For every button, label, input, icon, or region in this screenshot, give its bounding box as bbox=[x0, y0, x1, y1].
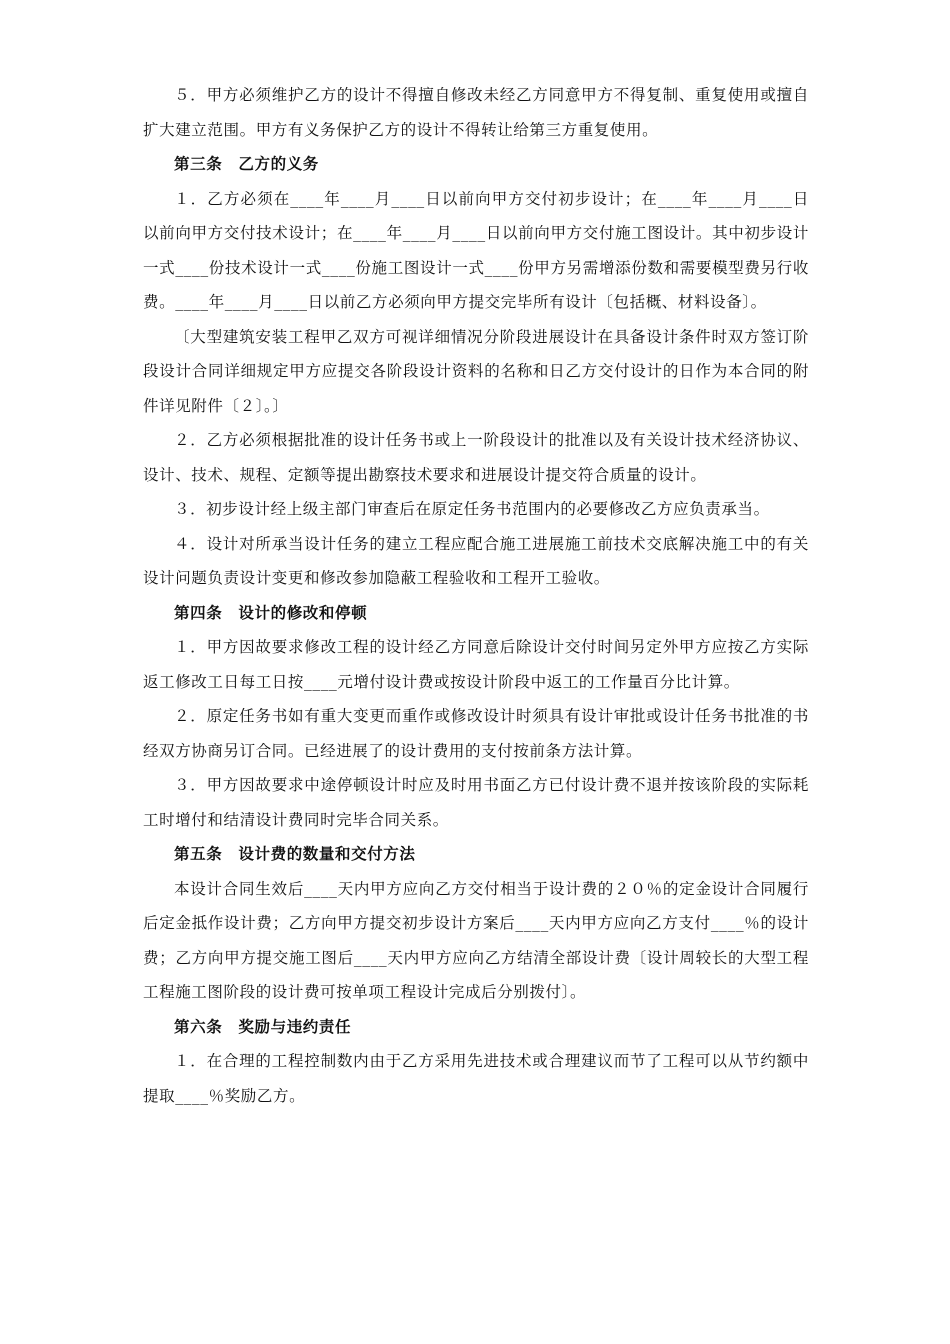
article-5-body: 本设计合同生效后____天内甲方应向乙方交付相当于设计费的２０％的定金设计合同履行后定金抵作设计费；乙方向甲方提交初步设计方案后____天内甲方应向乙方支付____％的设计费；乙方向甲方提交施工图后____天内甲方应向乙方结清全部设计费〔设计周较长的大型工程工程施工图阶段的设计费可按单项工程设计完成后分别拨付〕。 bbox=[143, 879, 809, 1001]
article-5-heading: 第五条 设计费的数量和交付方法 bbox=[174, 845, 416, 863]
article-3-item-4: ４．设计对所承当设计任务的建立工程应配合施工进展施工前技术交底解决施工中的有关设计问题负责设计变更和修改参加隐蔽工程验收和工程开工验收。 bbox=[143, 534, 809, 587]
article-4-item-3: ３．甲方因故要求中途停顿设计时应及时用书面乙方已付设计费不退并按该阶段的实际耗工时增付和结清设计费同时完毕合同关系。 bbox=[143, 776, 809, 829]
document-page bbox=[143, 78, 809, 1113]
clause-2-item-5: ５．甲方必须维护乙方的设计不得擅自修改未经乙方同意甲方不得复制、重复使用或擅自扩大建立范围。甲方有义务保护乙方的设计不得转让给第三方重复使用。 bbox=[143, 86, 809, 139]
article-4-heading: 第四条 设计的修改和停顿 bbox=[174, 603, 368, 622]
article-3-item-1: １．乙方必须在____年____月____日以前向甲方交付初步设计；在____年____月____日以前向甲方交付技术设计；在____年____月____日以前向甲方交付施工图设计。其中初步设计一式____份技术设计一式____份施工图设计一式____份甲方另需增添份数和需要模型费另行收费。____年____月____日以前乙方必须向甲方提交完毕所有设计〔包括概、材料设备〕。 bbox=[143, 189, 809, 311]
article-3-item-3: ３．初步设计经上级主部门审查后在原定任务书范围内的必要修改乙方应负责承当。 bbox=[174, 500, 770, 518]
article-3-note: 〔大型建筑安装工程甲乙双方可视详细情况分阶段进展设计在具备设计条件时双方签订阶段设计合同详细规定甲方应提交各阶段设计资料的名称和日乙方交付设计的日作为本合同的附件详见附件〔２〕。〕 bbox=[143, 327, 809, 415]
article-4-item-1: １．甲方因故要求修改工程的设计经乙方同意后除设计交付时间另定外甲方应按乙方实际返工修改工日每工日按____元增付设计费或按设计阶段中返工的工作量百分比计算。 bbox=[143, 638, 809, 691]
article-3-item-2: ２．乙方必须根据批准的设计任务书或上一阶段设计的批准以及有关设计技术经济协议、设计、技术、规程、定额等提出勘察技术要求和进展设计提交符合质量的设计。 bbox=[143, 431, 809, 484]
article-4-item-2: ２．原定任务书如有重大变更而重作或修改设计时须具有设计审批或设计任务书批准的书经双方协商另订合同。已经进展了的设计费用的支付按前条方法计算。 bbox=[143, 707, 809, 760]
article-6-heading: 第六条 奖励与违约责任 bbox=[174, 1017, 352, 1036]
article-3-heading: 第三条 乙方的义务 bbox=[174, 155, 319, 173]
article-6-item-1: １．在合理的工程控制数内由于乙方采用先进技术或合理建议而节了工程可以从节约额中提取____％奖励乙方。 bbox=[143, 1052, 809, 1105]
